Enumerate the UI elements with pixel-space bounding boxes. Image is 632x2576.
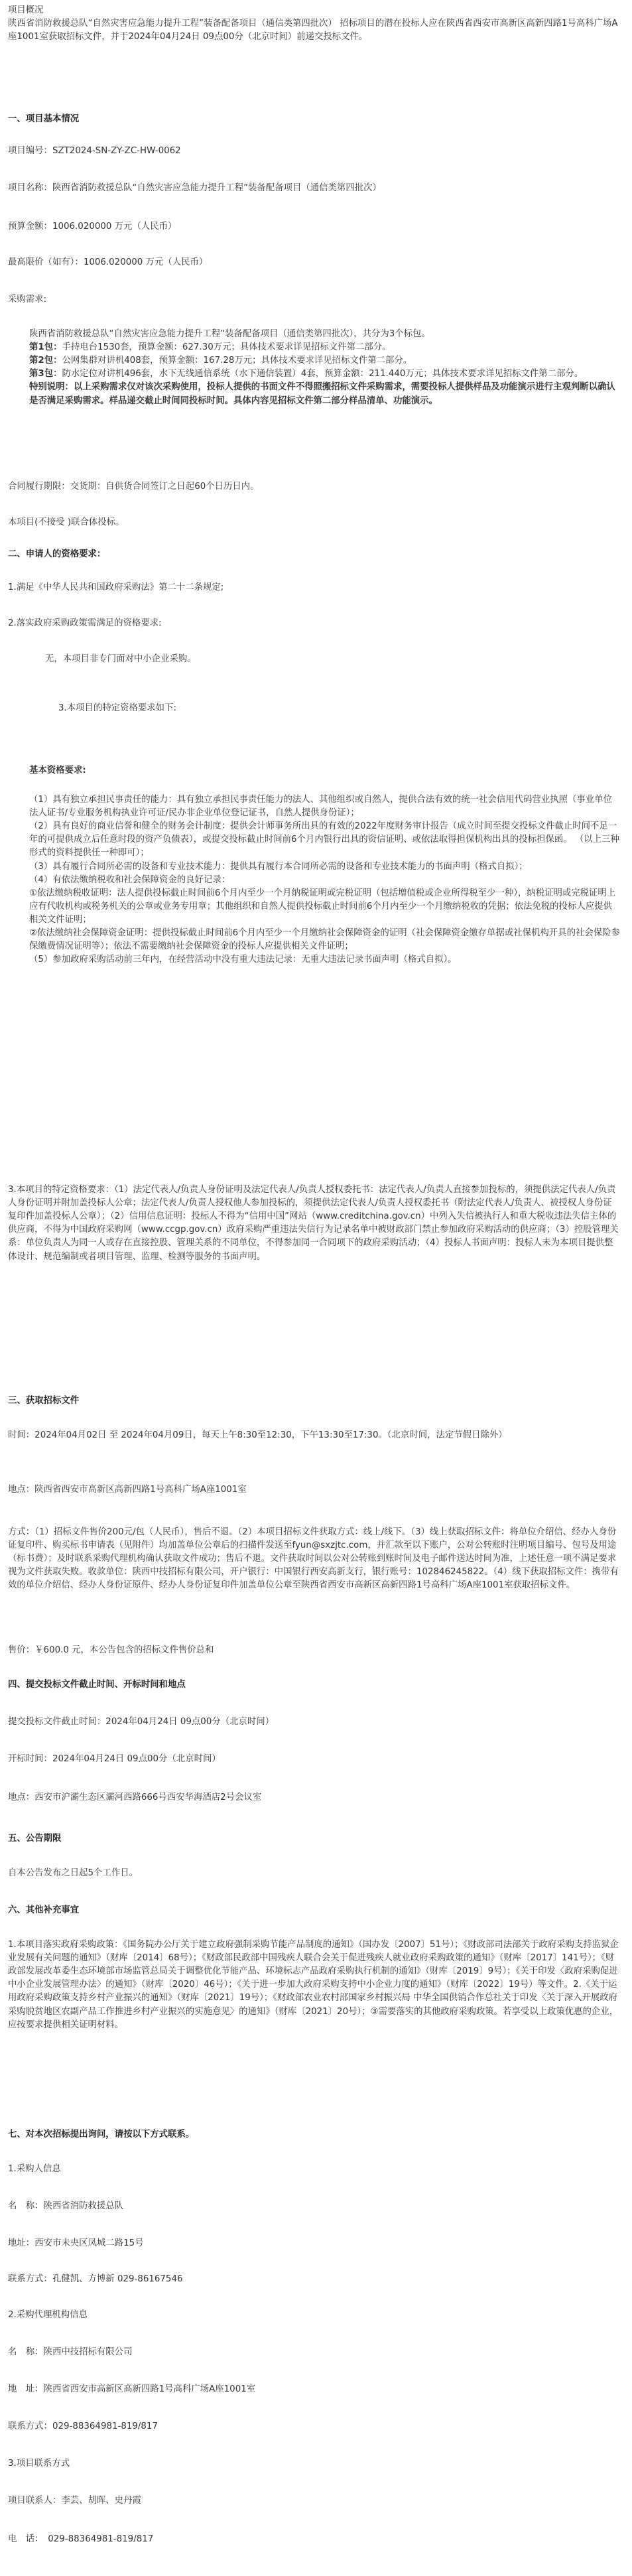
project-name: 项目名称：陕西省消防救援总队“自然灾害应急能力提升工程”装备配备项目（通信类第四批次） — [8, 183, 381, 193]
qualification-item-2-value: 无，本项目非专门面对中小企业采购。 — [45, 654, 196, 664]
section-4-title: 四、提交投标文件截止时间、开标时间和地点 — [8, 1680, 186, 1690]
purchaser-contact: 联系方式：孔健凯、方博新 029-86167546 — [8, 2274, 183, 2284]
document-price: 售价：￥600.0 元，本公告包含的招标文件售价总和 — [8, 1645, 214, 1655]
bid-deadline: 提交投标文件截止时间：2024年04月24日 09点00分（北京时间） — [8, 1717, 275, 1727]
overview-body: 陕西省消防救援总队“自然灾害应急能力提升工程”装备配备项目（通信类第四批次） 招标项目的潜在投标人应在陕西省西安市高新区高新四路1号高科广场A座1001室获取招标文件，并于2024年04月24日 09点00分（北京时间）前递交投标文件。 — [8, 19, 618, 42]
basic-qualifications-title: 基本资格要求: — [29, 766, 86, 776]
project-number: 项目编号：SZT2024-SN-ZY-ZC-HW-0062 — [8, 146, 181, 156]
document-method: 方式：（1）招标文件售价200元/包（人民币），售后不退。（2）本项目招标文件获取方式：线上/线下。（3）线上获取招标文件：将单位介绍信、经办人身份证复印件、购买标书申请表（见附件）均加盖单位公章后的扫描件发送至fyun@sxzjtc.com，并汇款至以下账户，公对公转账时注明项目编号、包号及用途（标书费）；及时联系采购代理机构确认获取文件成功；售后不退。文件获取时间以公对公转账到账时间及电子邮件送达时间为准，上述任意一项不满足要求视为文件获取失败。收款单位：陕西中技招标有限公司，开户银行：中国银行西安高新支行，银行账号：102846245822。（4）线下获取招标文件：携带有效的单位介绍信、经办人身份证原件、经办人身份证复印件加盖单位公章至陕西省西安市高新区高新四路1号高科广场A座1001室获取招标文件。 — [8, 1527, 619, 1591]
purchaser-address: 地址：西安市未央区凤城二路15号 — [8, 2238, 144, 2248]
qualification-1: （1）具有独立承担民事责任的能力：具有独立承担民事责任能力的法人、其他组织或自然人，提供合法有效的统一社会信用代码营业执照（事业单位法人证书/专业服务机构执业许可证/民办非企业单位登记证书，自然人提供身份证）； — [29, 795, 612, 819]
section-6-title: 六、其他补充事宜 — [8, 1905, 80, 1915]
qualification-item-3: 3.本项目的特定资格要求如下: — [58, 703, 176, 713]
qualification-item-1: 1.满足《中华人民共和国政府采购法》第二十二条规定; — [8, 582, 224, 592]
qualification-3: （3）具有履行合同所必需的设备和专业技术能力：提供具有履行本合同所必需的设备和专业技术能力的书面声明（格式自拟）； — [29, 861, 528, 872]
requirements-block — [8, 328, 620, 408]
qualification-item-2: 2.落实政府采购政策需满足的资格要求: — [8, 618, 162, 628]
agency-name: 名 称：陕西中技招标有限公司 — [8, 2347, 133, 2357]
qualification-4a: ①依法缴纳税收证明：法人提供投标截止时间前6个月内至少一个月纳税证明或完税证明（包括增值税或企业所得税至少一种），纳税证明或完税证明上应有代收机构或税务机关的公章或业务专用章；其他组织和自然人提供投标截止时间前6个月内至少一个月缴纳税收的凭据；依法免税的投标人应提供相关文件证明； — [29, 888, 616, 925]
opening-place: 地点：西安市沪灞生态区灞河西路666号西安华海酒店2号会议室 — [8, 1793, 262, 1802]
contract-term: 合同履行期限：交货期：自供货合同签订之日起60个日历日内。 — [8, 482, 259, 492]
max-price: 最高限价（如有）：1006.020000 万元（人民币） — [8, 257, 208, 267]
lot-2: 第2包：公网集群对讲机408套，预算金额：167.28万元；具体技术要求详见招标文件第二部分。 — [29, 356, 412, 366]
basic-qualifications-list — [8, 793, 620, 967]
lot-3: 第3包：防水定位对讲机496套，水下无线通信系统（水下通信装置）4套，预算金额：211.440万元；具体技术要求详见招标文件第二部分。 — [29, 369, 584, 379]
document-time: 时间：2024年04月02日 至 2024年04月09日，每天上午8:30至12:30，下午13:30至17:30。（北京时间，法定节假日除外） — [8, 1430, 507, 1440]
agency-info-title: 2.采购代理机构信息 — [8, 2310, 88, 2320]
special-qualifications: 3.本项目的特定资格要求：（1）法定代表人/负责人身份证明及法定代表人/负责人授权委托书：法定代表人/负责人直接参加投标的，须提供法定代表人/负责人身份证明并附加盖投标人公章；法定代表人/负责人授权他人参加投标的，须提供法定代表人/负责人授权委托书（附法定代表人/负责人、被授权人身份证复印件加盖投标人公章）；（2）信用信息证明：投标人不得为“信用中国”网站（www.creditchina.gov.cn）中列入失信被执行人和重大税收违法失信主体的供应商，不得为中国政府采购网（www.ccgp.gov.cn）政府采购严重违法失信行为记录名单中被财政部门禁止参加政府采购活动的供应商；（3）控股管理关系：单位负责人为同一人或存在直接控股、管理关系的不同单位，不得参加同一合同项下的政府采购活动；（4）投标人书面声明：投标人未为本项目提供整体设计、规范编制或者项目管理、监理、检测等服务的书面声明。 — [8, 1185, 619, 1262]
joint-bid: 本项目(不接受 )联合体投标。 — [8, 517, 125, 527]
qualification-5: （5）参加政府采购活动前三年内，在经营活动中没有重大违法记录：无重大违法记录书面声明（格式自拟）。 — [29, 955, 457, 965]
purchaser-name: 名 称：陕西省消防救援总队 — [8, 2201, 124, 2211]
lot-1: 第1包：手持电台1530套，预算金额：627.30万元；具体技术要求详见招标文件第二部分。 — [29, 342, 391, 353]
project-contact-title: 3.项目联系方式 — [8, 2459, 70, 2469]
document-place: 地点：陕西省西安市高新区高新四路1号高科广场A座1001室 — [8, 1485, 247, 1495]
requirements-label: 采购需求: — [8, 295, 47, 305]
section-3-title: 三、获取招标文件 — [8, 1396, 80, 1406]
section-2-title: 二、申请人的资格要求： — [8, 549, 106, 559]
project-contact-phone: 电 话： 029-88364981-819/817 — [8, 2534, 154, 2544]
budget-amount: 预算金额：1006.020000 万元（人民币） — [8, 222, 177, 232]
qualification-4b: ②依法缴纳社会保障资金证明：提供投标截止时间前6个月内至少一个月缴纳社会保障资金的证明（社会保障资金缴存单据或社保机构开具的社会保险参保缴费情况证明等）；依法不需要缴纳社会保障资金的投标人应提供相关文件证明； — [29, 928, 620, 952]
agency-contact: 联系方式：029-88364981-819/817 — [8, 2421, 158, 2431]
notice-period: 自本公告发布之日起5个工作日。 — [8, 1868, 138, 1878]
requirements-intro: 陕西省消防救援总队“自然灾害应急能力提升工程”装备配备项目（通信类第四批次），共分为3个标包。 — [29, 329, 430, 339]
section-1-title: 一、项目基本情况 — [8, 114, 80, 124]
purchaser-info-title: 1.采购人信息 — [8, 2164, 61, 2174]
opening-time: 开标时间：2024年04月24日 09点00分（北京时间） — [8, 1754, 221, 1764]
agency-address: 地 址：陕西省西安市高新区高新四路1号高科广场A座1001室 — [8, 2384, 256, 2394]
section-5-title: 五、公告期限 — [8, 1834, 62, 1844]
qualification-2: （2）具有良好的商业信誉和健全的财务会计制度：提供会计师事务所出具的有效的2022年度财务审计报告（成立时间至提交投标文件截止时间不足一年的可提供成立后任意时段的资产负债表），或提交投标截止时间前6个月内银行出具的资信证明、或依法取得担保机构出具的投标担保函。 （以上三种形式的资料提供任一种即可）； — [29, 821, 619, 858]
special-note: 特别说明：以上采购需求仅对该次采购使用，投标人提供的书面文件不得照搬招标文件采购需求，需要投标人提供样品及功能演示进行主观判断以确认是否满足采购需求。样品递交截止时间同投标时间。具体内容见招标文件第二部分样品清单、功能演示。 — [29, 382, 615, 406]
qualification-4: （4）有依法缴纳税收和社会保障资金的良好记录： — [29, 874, 231, 885]
project-contact-people: 项目联系人：李芸、胡晖、史丹霞 — [8, 2496, 141, 2506]
overview-title: 项目概况 — [8, 5, 44, 15]
supplementary-info: 1.本项目落实政府采购政策：《国务院办公厅关于建立政府强制采购节能产品制度的通知》（国办发〔2007〕51号）；《财政部司法部关于政府采购支持监狱企业发展有关问题的通知》（财库〔2014〕68号）；《财政部民政部中国残疾人联合会关于促进残疾人就业政府采购政策的通知》（财库〔2017〕141号）；《财政部发展改革委生态环境部市场监管总局关于调整优化节能产品、环境标志产品政府采购执行机制的通知》（财库〔2019〕9号）；《关于印发〈政府采购促进中小企业发展管理办法〉的通知》（财库〔2020〕46号）；《关于进一步加大政府采购支持中小企业力度的通知》（财库〔2022〕19号）等文件。2.《关于运用政府采购政策支持乡村产业振兴的通知》（财库〔2021〕19号）；《财政部农业农村部国家乡村振兴局 中华全国供销合作总社关于印发〈关于深入开展政府采购脱贫地区农副产品工作推进乡村产业振兴的实施意见〉的通知》（财库〔2021〕20号）；③需要落实的其他政府采购政策。若享受以上政策优惠的企业，应按要求提供相关证明材料。 — [8, 1940, 619, 2030]
section-7-title: 七、对本次招标提出询问，请按以下方式联系。 — [8, 2130, 195, 2139]
